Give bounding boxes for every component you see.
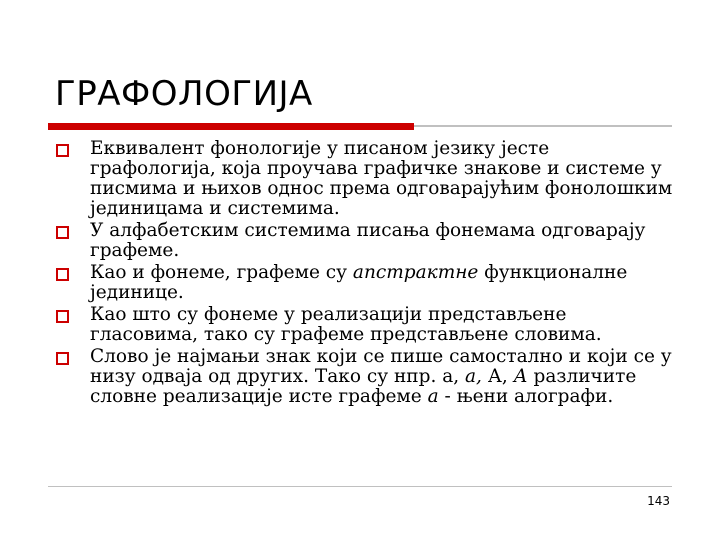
italic-letter: А xyxy=(513,366,528,387)
hollow-square-bullet-icon xyxy=(56,352,69,365)
bullet-text: Еквивалент фонологије у писаном језику јесте графологија, која проучава графичке знакове и системе у писмима и њихов однос према одговарајућим фонолошким јединицама и системима. xyxy=(90,138,673,219)
bullet-item xyxy=(50,305,680,345)
bullet-text xyxy=(90,263,680,303)
bullet-item xyxy=(50,347,680,407)
bullet-text-part: Слово је најмањи знак који се пише самостално и који се у низу одваја од других. Тако су нпр. а, xyxy=(90,346,672,387)
bullet-item xyxy=(50,221,680,261)
bullet-text: Као што су фонеме у реализацији представљене гласовима, тако су графеме представљене словима. xyxy=(90,304,602,345)
bullet-list xyxy=(50,139,680,407)
bullet-item xyxy=(50,139,680,219)
page-number: 143 xyxy=(647,494,670,508)
hollow-square-bullet-icon xyxy=(56,310,69,323)
title-accent-rule xyxy=(48,123,414,130)
bullet-text-part: - њени алографи. xyxy=(438,386,614,407)
hollow-square-bullet-icon xyxy=(56,226,69,239)
bullet-text-part: функционалне јединице. xyxy=(90,262,628,303)
bullet-text-part: А, xyxy=(481,366,514,387)
hollow-square-bullet-icon xyxy=(56,144,69,157)
bullet-text xyxy=(90,347,680,407)
bullet-text-part: Као и фонеме, графеме су xyxy=(90,262,353,283)
bullet-text-part: различите словне реализације исте графеме xyxy=(90,366,637,407)
bullet-item xyxy=(50,263,680,303)
italic-letter: а xyxy=(427,386,439,407)
bullet-text: У алфабетским системима писања фонемама одговарају графеме. xyxy=(90,220,646,261)
italic-term: апстрактне xyxy=(352,262,479,283)
slide-title: ГРАФОЛОГИЈА xyxy=(55,74,313,114)
footer-divider-rule xyxy=(48,486,672,487)
italic-letter: а, xyxy=(465,366,482,387)
title-divider-rule xyxy=(414,125,672,127)
hollow-square-bullet-icon xyxy=(56,268,69,281)
